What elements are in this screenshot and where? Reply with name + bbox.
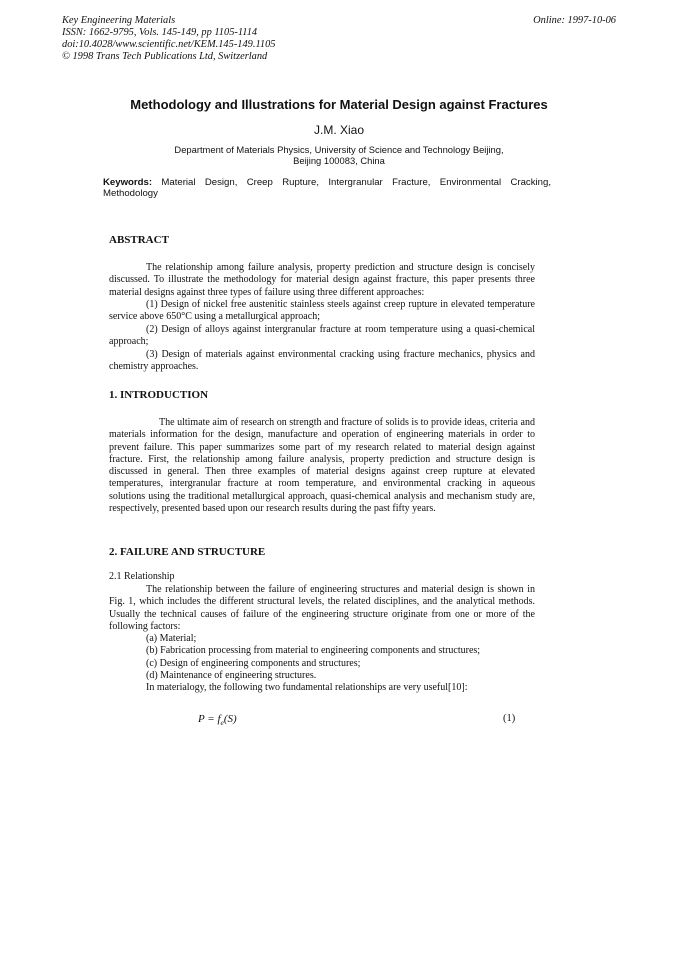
list-item: (b) Fabrication processing from material to engineering components and structures; <box>146 645 481 657</box>
list-item: (c) Design of engineering components and structures; <box>146 657 361 669</box>
abstract-paragraph: The relationship among failure analysis, property prediction and structure design is concisely discussed. To illustrate the methodology for material design against fracture, this paper presents three material designs against three types of failure using three different approaches: <box>109 262 535 298</box>
failure-factors-list <box>146 633 546 694</box>
abstract-item-2: (2) Design of alloys against intergranular fracture at room temperature using a quasi-chemical approach; <box>109 324 535 348</box>
abstract-heading: ABSTRACT <box>109 234 169 246</box>
equation-subscript: e <box>220 718 224 728</box>
equation-number: (1) <box>503 713 516 724</box>
affiliation-line-2: Beijing 100083, China <box>293 155 385 166</box>
introduction-heading: 1. INTRODUCTION <box>109 389 209 401</box>
issn-line: ISSN: 1662-9795, Vols. 145-149, pp 1105-1114 <box>62 27 258 38</box>
section2-heading: 2. FAILURE AND STRUCTURE <box>109 546 266 558</box>
closing-sentence: In materialogy, the following two fundamental relationships are very useful[10]: <box>146 682 468 694</box>
subsection-2-1-heading: 2.1 Relationship <box>109 571 175 582</box>
equation-rhs: (S) <box>223 713 237 725</box>
paper-title: Methodology and Illustrations for Material Design against Fractures <box>130 97 548 112</box>
author-name: J.M. Xiao <box>313 123 364 137</box>
section2-paragraph: The relationship between the failure of engineering structures and material design is shown in Fig. 1, which includes the different structural levels, the related disciplines, and the analytical methods. Usually the technical causes of failure of the engineering structure originate from one or more of the following factors: <box>109 584 535 632</box>
journal-name: Key Engineering Materials <box>62 15 176 26</box>
introduction-paragraph: The ultimate aim of research on strength and fracture of solids is to provide ideas, criteria and materials information for the design, manufacture and operation of engineering materials in order to prevent failure. This paper summarizes some part of my research related to material design against fracture. First, the relationship among failure analysis, property prediction and structure design is discussed in general. Then three examples of material designs against creep rupture at elevated temperatures, intergranular fracture at room temperature, and environmental cracking in aqueous solutions using the traditional metallurgical approach, quasi-chemical analysis and mechanism study are, respectively, presented based upon our research results during the past fifty years. <box>109 417 535 515</box>
doi-line[interactable]: doi:10.4028/www.scientific.net/KEM.145-149.1105 <box>62 39 276 50</box>
copyright-line: © 1998 Trans Tech Publications Ltd, Switzerland <box>62 51 268 62</box>
list-item: (d) Maintenance of engineering structures. <box>146 669 317 681</box>
abstract-item-1: (1) Design of nickel free austenitic stainless steels against creep rupture in elevated temperature service above 650°C using a metallurgical approach; <box>109 299 535 323</box>
keywords-label: Keywords: <box>103 177 153 188</box>
affiliation-line-1: Department of Materials Physics, University of Science and Technology Beijing, <box>174 144 504 155</box>
online-date: Online: 1997-10-06 <box>533 15 616 26</box>
journal-header <box>62 15 275 63</box>
list-item: (a) Material; <box>146 633 197 644</box>
affiliation <box>130 144 548 166</box>
keywords <box>103 177 551 199</box>
abstract-item-3: (3) Design of materials against environmental cracking using fracture mechanics, physics and chemistry approaches. <box>109 349 535 373</box>
equation-1 <box>198 713 237 727</box>
equation-lhs: P = f <box>198 713 221 725</box>
keywords-text: Material Design, Creep Rupture, Intergranular Fracture, Environmental Cracking, Methodology <box>103 177 551 199</box>
